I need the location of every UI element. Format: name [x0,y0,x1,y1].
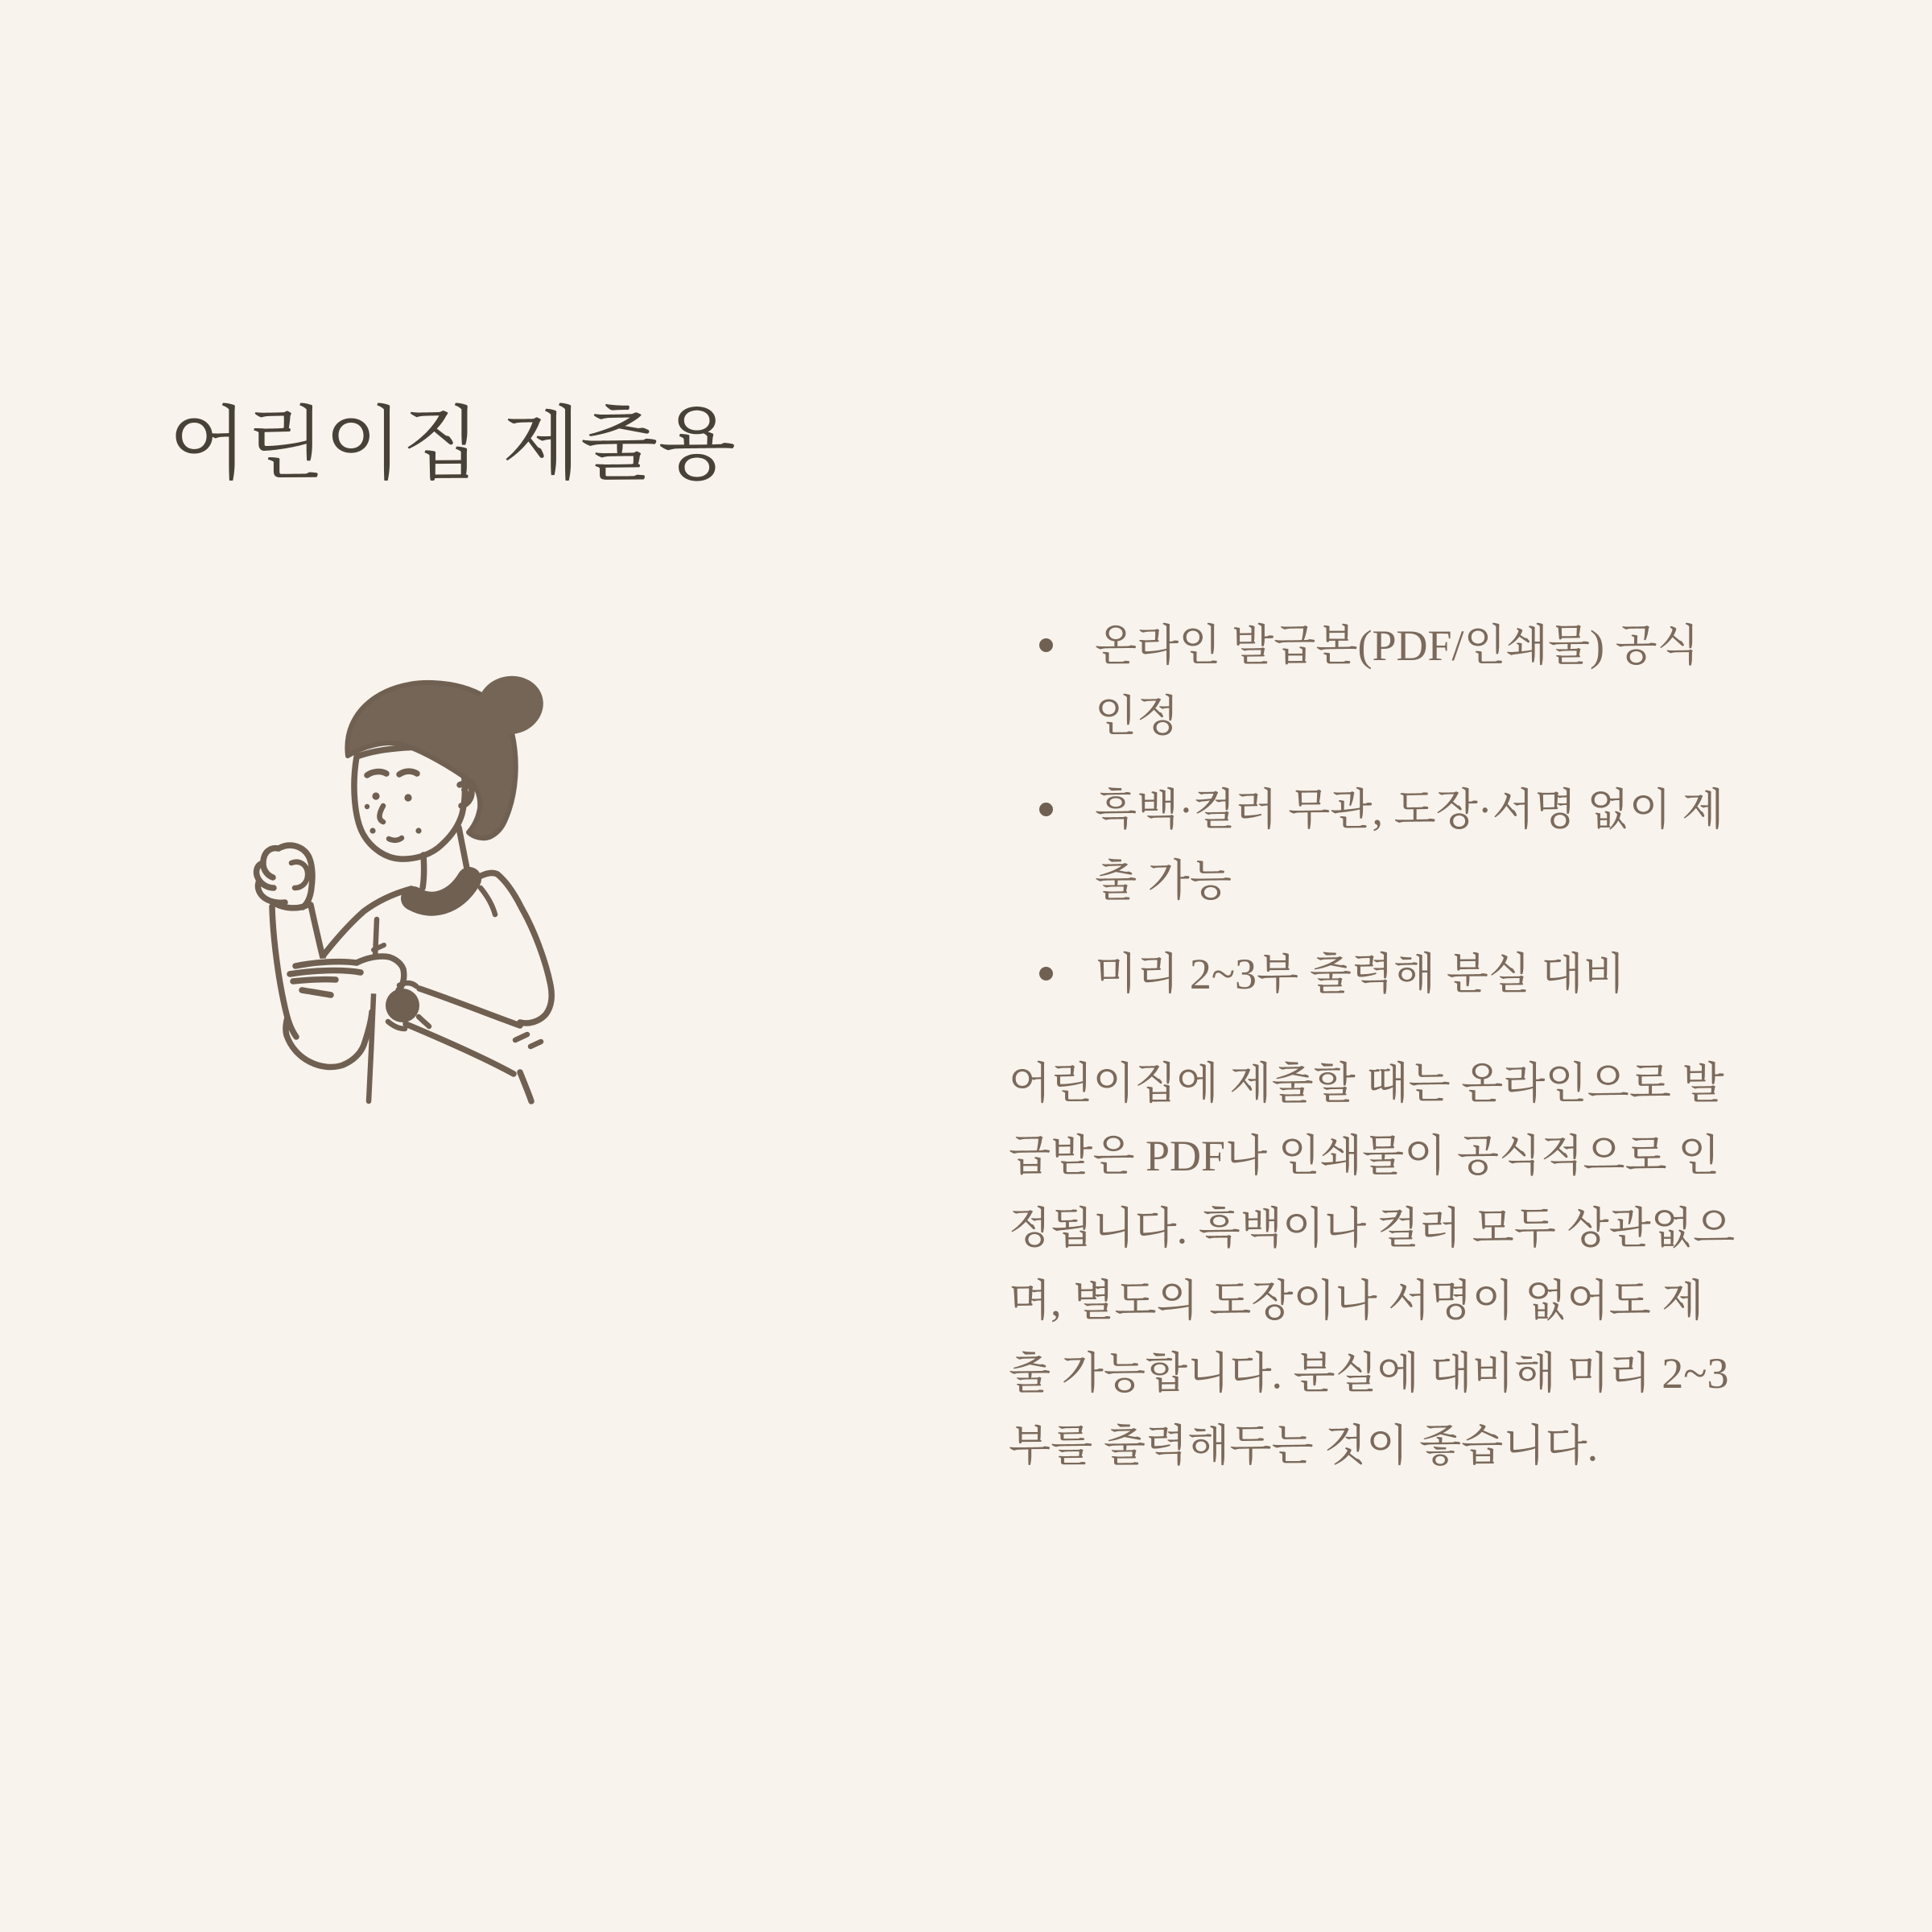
mole [365,804,369,809]
body-paragraph: 어린이집에 제출할 때는 온라인으로 발급받은 PDF나 인쇄물이 공식적으로 인정됩니다. 흑백이나 컬러 모두 상관없으며, 별도의 도장이나 서명이 없어도 제출 가능합니다. 분실에 대비해 미리 2~3부를 출력해두는 것이 좋습니다. [1009,1059,1736,1470]
left-eye [372,792,379,799]
list-item-label: 미리 2~3부 출력해 분실 대비 [1095,950,1625,998]
right-eye [404,794,411,801]
list-item-label: 온라인 발급본(PDF/인쇄물) 공식 인정 [1095,621,1699,741]
watch-face [386,989,419,1022]
mouth [389,838,402,840]
list-item [1009,610,1741,752]
left-eyebrow [367,772,386,775]
right-eyebrow [399,771,417,774]
list-item-label: 흑백·컬러 무관, 도장·서명 없이 제출 가능 [1095,786,1724,905]
bullet-dot [1039,803,1053,816]
shoulder-seam [481,888,495,914]
page-title: 어린이집 제출용 [169,399,736,489]
content-column [1009,610,1741,1482]
right-arm [406,987,525,1074]
mole [415,828,421,833]
list-item [1009,774,1741,916]
woman-checking-watch-illustration [225,660,612,1111]
bullet-list [1009,610,1741,1009]
fist [257,845,312,908]
mole [369,828,375,833]
list-item [1009,939,1741,1009]
bullet-dot [1039,638,1053,652]
bullet-dot [1039,967,1053,980]
